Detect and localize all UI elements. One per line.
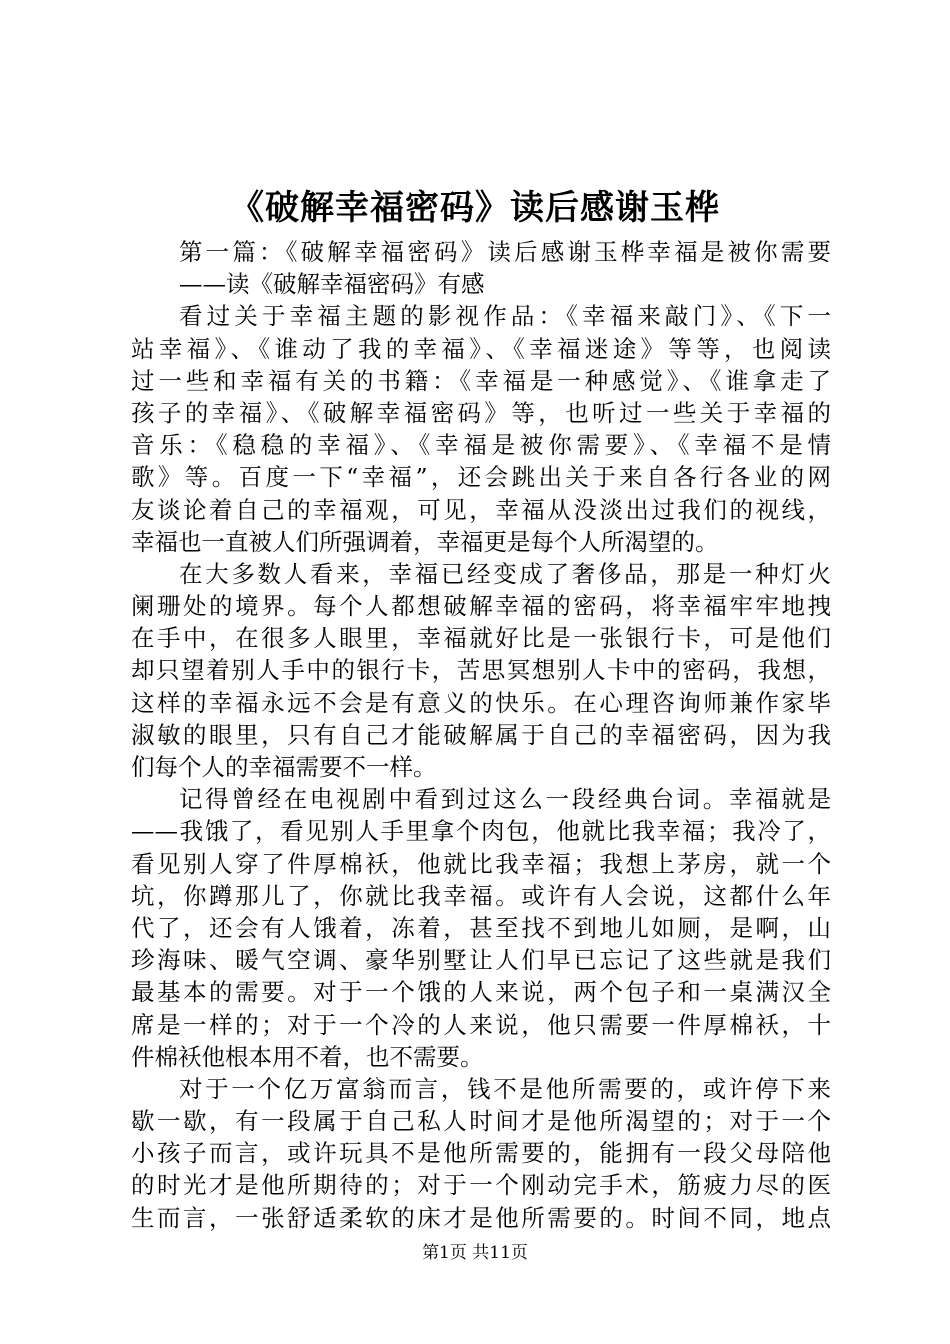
text-line: 孩子的幸福》、《破解幸福密码》等，也听过一些关于幸福的 <box>131 398 831 427</box>
text-line: ——我饿了，看见别人手里拿个肉包，他就比我幸福；我冷了， <box>131 817 831 846</box>
text-line: 阑珊处的境界。每个人都想破解幸福的密码，将幸福牢牢地拽 <box>131 592 831 621</box>
text-line: 音乐：《稳稳的幸福》、《幸福是被你需要》、《幸福不是情 <box>131 431 831 460</box>
text-line: 珍海味、暖气空调、豪华别墅让人们早已忘记了这些就是我们 <box>131 946 831 975</box>
text-line: 在手中，在很多人眼里，幸福就好比是一张银行卡，可是他们 <box>131 624 831 653</box>
text-line: 件棉袄他根本用不着，也不需要。 <box>131 1042 484 1071</box>
text-line: 这样的幸福永远不会是有意义的快乐。在心理咨询师兼作家毕 <box>131 688 831 717</box>
text-line: 歌》等。百度一下“幸福”，还会跳出关于来自各行各业的网 <box>131 463 831 492</box>
text-line: 在大多数人看来，幸福已经变成了奢侈品，那是一种灯火 <box>179 559 831 588</box>
text-line: 却只望着别人手中的银行卡，苦思冥想别人卡中的密码，我想， <box>131 656 831 685</box>
text-line: 坑，你蹲那儿了，你就比我幸福。或许有人会说，这都什么年 <box>131 881 831 910</box>
text-line: 席是一样的；对于一个冷的人来说，他只需要一件厚棉袄，十 <box>131 1010 831 1039</box>
text-line: 过一些和幸福有关的书籍：《幸福是一种感觉》、《谁拿走了 <box>131 366 831 395</box>
document-body <box>131 236 831 1234</box>
text-line: 最基本的需要。对于一个饿的人来说，两个包子和一桌满汉全 <box>131 978 831 1007</box>
text-line: 代了，还会有人饿着，冻着，甚至找不到地儿如厕，是啊，山 <box>131 913 831 942</box>
text-line: 友谈论着自己的幸福观，可见，幸福从没淡出过我们的视线， <box>131 495 831 524</box>
text-line: 第一篇：《破解幸福密码》读后感谢玉桦幸福是被你需要 <box>179 238 831 266</box>
text-line: 对于一个亿万富翁而言，钱不是他所需要的，或许停下来 <box>179 1074 831 1103</box>
document-title: 《破解幸福密码》读后感谢玉桦 <box>230 188 720 228</box>
text-line: 们每个人的幸福需要不一样。 <box>131 753 437 781</box>
page-footer: 第1页 共11页 <box>422 1243 528 1263</box>
text-line: 生而言，一张舒适柔软的床才是他所需要的。时间不同，地点 <box>131 1203 831 1232</box>
text-line: 歇一歇，有一段属于自己私人时间才是他所渴望的；对于一个 <box>131 1107 831 1136</box>
text-line: ——读《破解幸福密码》有感 <box>179 270 485 299</box>
text-line: 站幸福》、《谁动了我的幸福》、《幸福迷途》等等，也阅读 <box>131 334 831 363</box>
text-line: 记得曾经在电视剧中看到过这么一段经典台词。幸福就是 <box>179 785 831 814</box>
text-line: 幸福也一直被人们所强调着，幸福更是每个人所渴望的。 <box>131 527 719 556</box>
text-line: 看过关于幸福主题的影视作品：《幸福来敲门》、《下一 <box>179 302 831 331</box>
text-line: 小孩子而言，或许玩具不是他所需要的，能拥有一段父母陪他 <box>131 1139 831 1168</box>
text-line: 淑敏的眼里，只有自己才能破解属于自己的幸福密码，因为我 <box>131 720 831 749</box>
text-line: 的时光才是他所期待的；对于一个刚动完手术，筋疲力尽的医 <box>131 1171 831 1200</box>
text-line: 看见别人穿了件厚棉袄，他就比我幸福；我想上茅房，就一个 <box>131 849 831 878</box>
